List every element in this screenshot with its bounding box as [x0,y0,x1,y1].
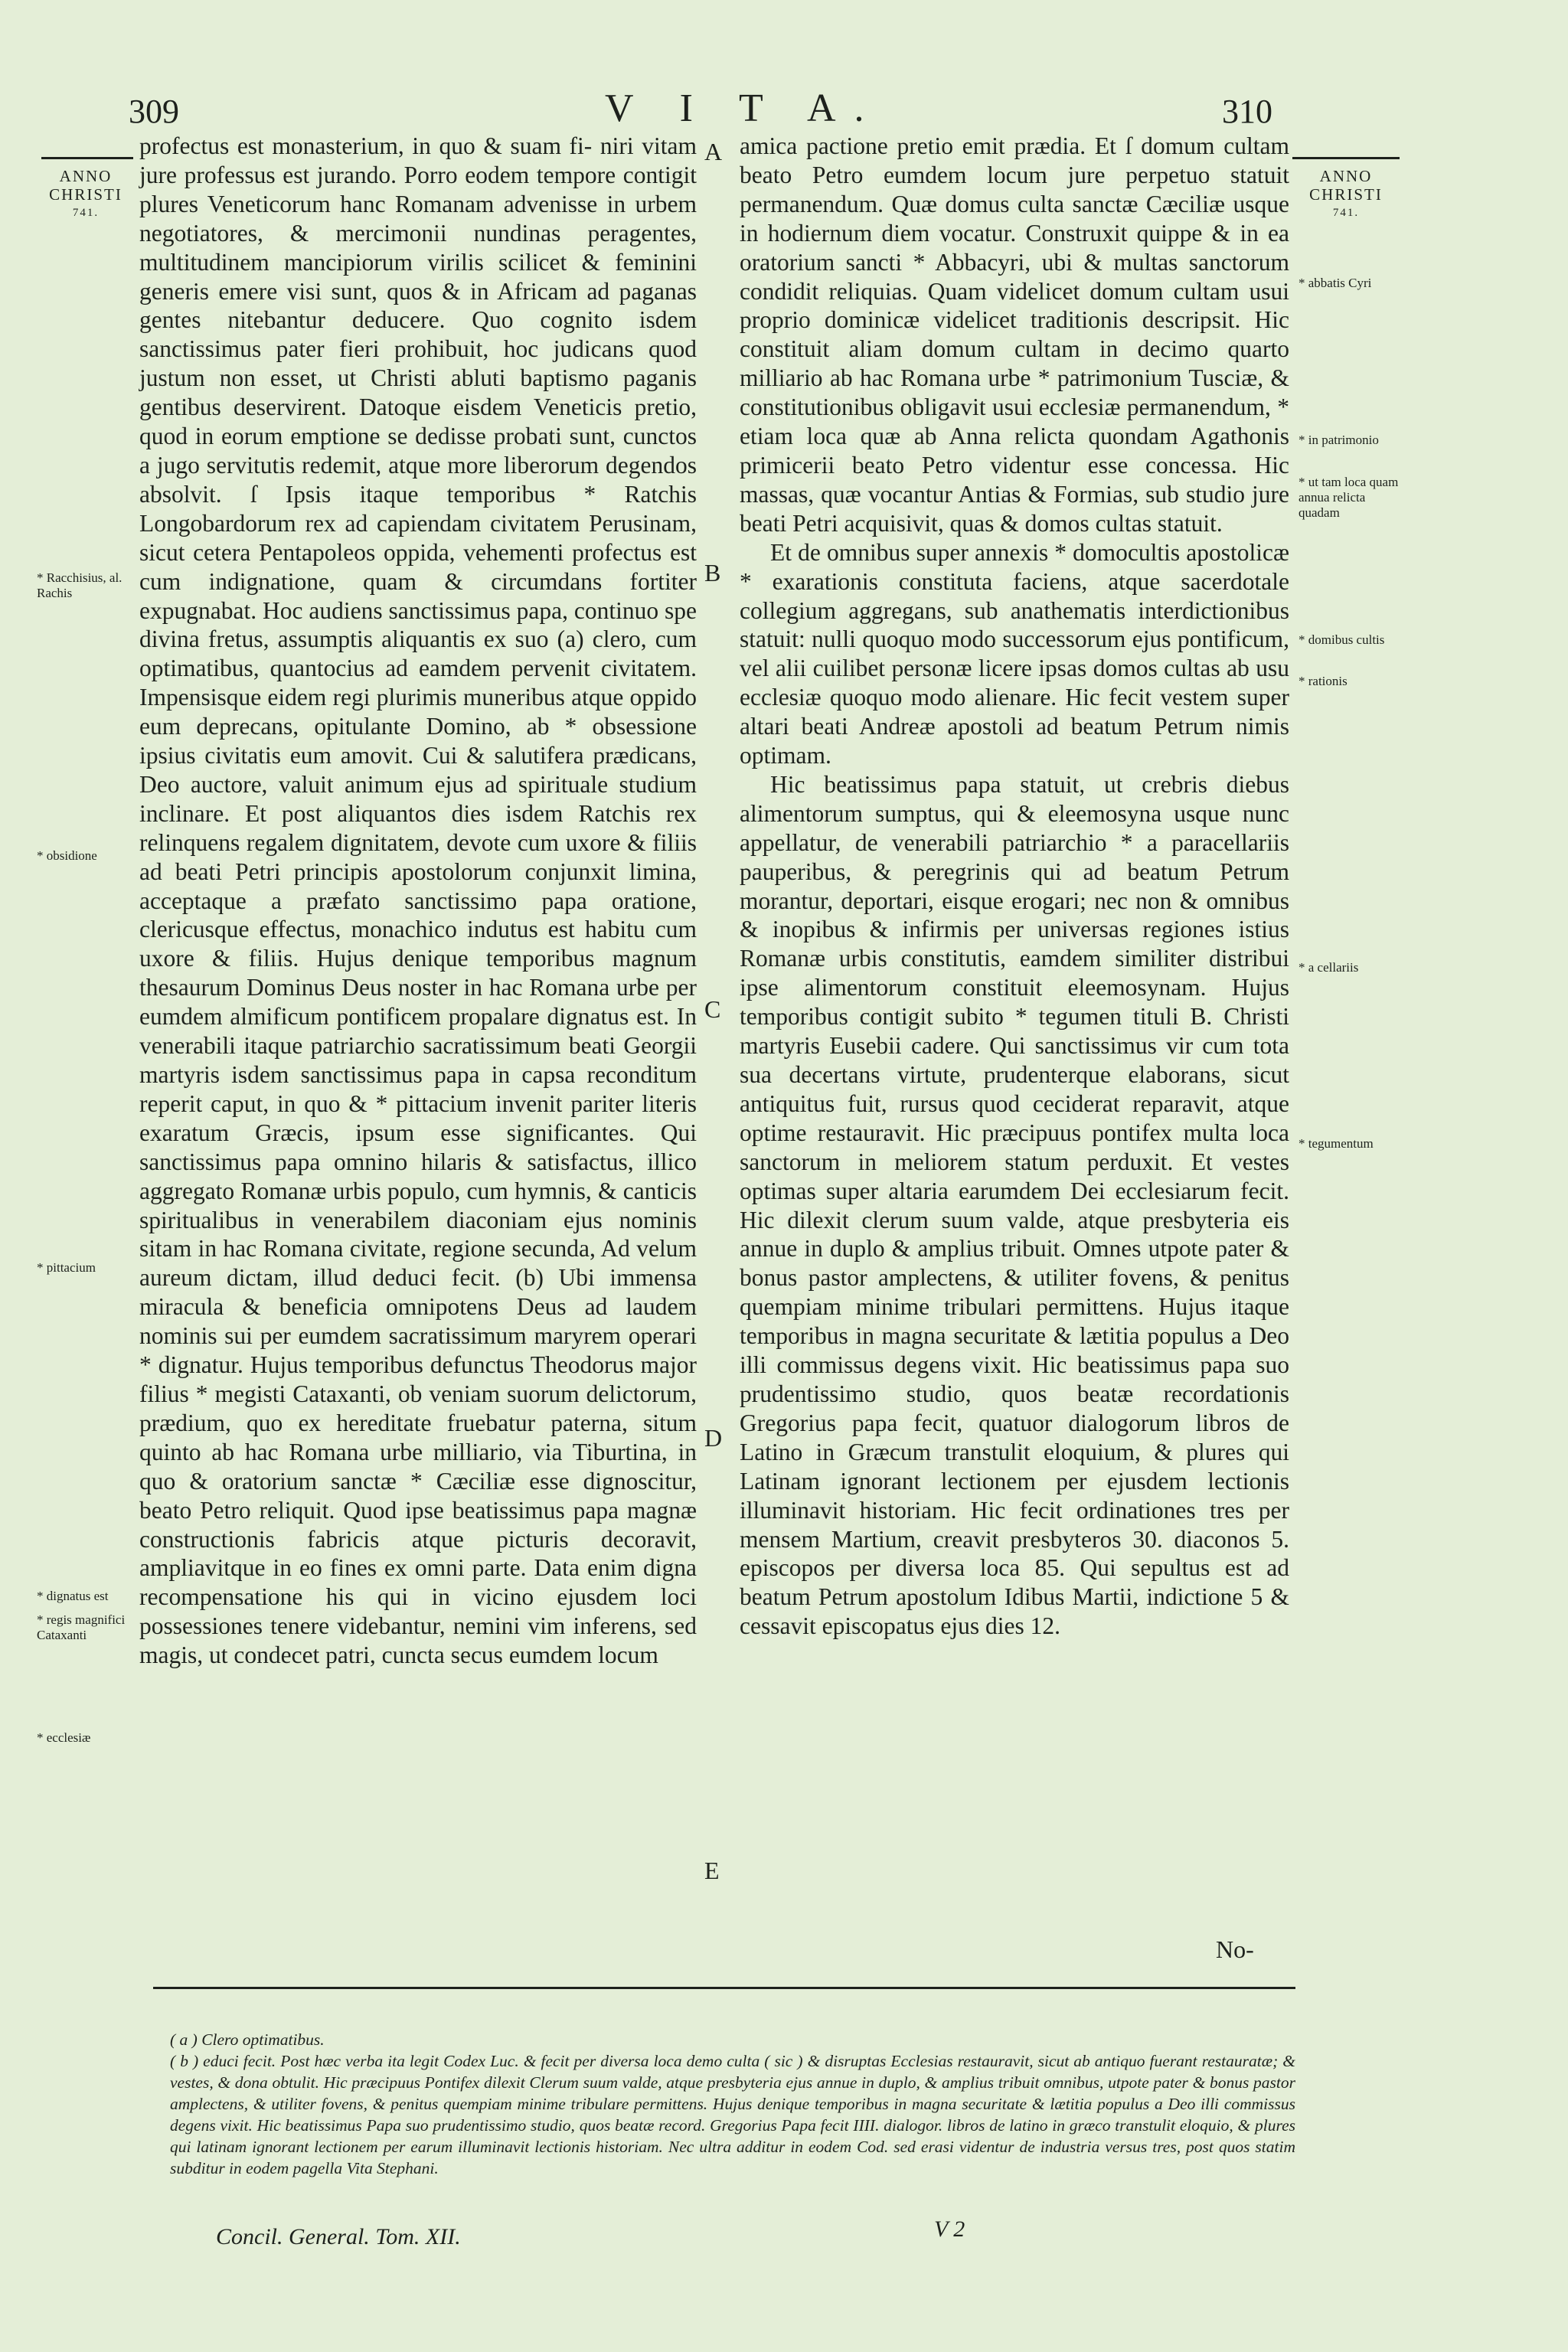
signature-mark: V 2 [934,2216,965,2242]
margin-note: * regis magnifici Cataxanti [37,1612,126,1642]
margin-note: * ut tam loca quam annua relicta quadam [1298,475,1399,520]
margin-rule-right [1292,157,1400,159]
section-letter: A [704,138,723,165]
right-text-column [740,132,1289,1641]
paragraph: amica pactione pretio emit prædia. Et ſ domum cultam beato Petro eumdem locum jure perpetuo statuit permanendum. Quæ domus culta sanctæ Cæciliæ usque in hodiernum diem vocatur. Construxit quippe & in ea oratorium sancti * Abbacyri, ubi & multas sanctorum condidit reliquias. Quam videlicet domum cultam usui proprio dominicæ videlicet traditionis descripsit. Hic constituit aliam domum cultam in decimo quarto milliario ab hac Romana urbe * patrimonium Tusciæ, & constitutionibus obligavit usui ecclesiæ permanendum, * etiam loca quæ ab Anna relicta quondam Agathonis primicerii beato Petro videntur esse concessa. Hic massas, quæ vocantur Antias & Formias, sub studio jure beati Petri acquisivit, quas & domos cultas statuit. [740,132,1289,537]
margin-note: * tegumentum [1298,1136,1374,1151]
paragraph: Et de omnibus super annexis * domocultis apostolicæ * exarationis constituta faciens, atque sacerdotale collegium aggregans, sub anathematis interdictionibus statuit: nulli quoquo modo successorum ejus pontificum, vel alii cuilibet personæ licere ipsas domos cultas ab usu ecclesiæ quoquo modo alienare. Hic fecit vestem super altari beati Andreæ apostoli ad beatum Petrum nimis optimam. [740,538,1289,769]
page-number-left: 309 [129,93,179,130]
catchword: No- [1216,1936,1254,1963]
footnote-rule [153,1987,1295,1989]
footnotes [170,2029,1295,2179]
page-number-right: 310 [1222,93,1272,130]
anno-christi-right: ANNO CHRISTI 741. [1309,167,1383,219]
section-letter: C [704,995,721,1023]
section-letter: B [704,559,721,586]
left-text-column [139,132,697,1670]
running-title: V I T A. [605,87,883,130]
footer-title: Concil. General. Tom. XII. [216,2224,461,2249]
section-letter: D [704,1424,723,1452]
margin-note: * Racchisius, al. Rachis [37,570,122,600]
anno-christi-left: ANNO CHRISTI 741. [49,167,122,219]
margin-note: * dignatus est [37,1589,109,1603]
margin-note: * ecclesiæ [37,1730,91,1745]
margin-note: * a cellariis [1298,960,1359,975]
margin-note: * rationis [1298,674,1348,688]
margin-note: * abbatis Cyri [1298,276,1372,290]
margin-note: * in patrimonio [1298,433,1379,447]
margin-note: * obsidione [37,848,97,863]
footnote: ( a ) Clero optimatibus. [170,2030,325,2049]
section-letter: E [704,1857,720,1884]
paragraph: Hic beatissimus papa statuit, ut crebris diebus alimentorum sumptus, qui & eleemosyna usque nunc appellatur, de venerabili patriarchio * a paracellariis pauperibus, & peregrinis qui ad beatum Petrum morantur, deportari, eisque erogari; nec non & omnibus & inopibus & infirmis per universas regiones istius Romanæ urbis constitutis, eamdem similiter distribui ipse alimentorum constituit eleemosynam. Hujus temporibus contigit subito * tegumen tituli B. Christi martyris Eusebii cadere. Qui sanctissimus vir cum tota sua decertans virtute, prudenterque elaborans, sicut antiquitus fuit, rursus quod ceciderat reparavit, atque optime restauravit. Hic præcipuus pontifex multa loca sanctorum in meliorem statum perduxit. Et vestes optimas super altaria earumdem Dei ecclesiarum fecit. Hic dilexit clerum suum valde, atque presbyteria eis annue in duplo & amplius tribuit. Omnes utpote pater & bonus pastor amplectens, & utiliter fovens, & penitus quempiam minime tribulari permittens. Hujus itaque temporibus in magna securitate & lætitia populus a Deo illi commissus degens vixit. Hic beatissimus papa suo prudentissimo studio, quos beatæ recordationis Gregorius papa fecit, quatuor dialogorum libros de Latino in Græcum transtulit eloquium, & plures qui Latinam ignorant lectionem per ejusdem lectionis illuminavit historiam. Hic fecit ordinationes tres per mensem Martium, creavit presbyteros 30. diaconos 5. episcopos per diversa loca 85. Qui sepultus est ad beatum Petrum apostolum Idibus Martii, indictione 5 & cessavit episcopatus ejus dies 12. [740,770,1289,1640]
margin-rule-left [41,157,133,159]
paragraph: profectus est monasterium, in quo & suam fi- niri vitam jure professus est jurando. Porro eodem tempore contigit plures Veneticorum hanc Romanam advenisse in urbem negotiatores, & mercimonii nundinas peragentes, multitudinem mancipiorum virilis scilicet & feminini generis emere visi sunt, quos & in Africam ad paganas gentes nitebantur deducere. Quo cognito isdem sanctissimus pater fieri prohibuit, hoc judicans quod justum non esset, ut Christi abluti baptismo paganis gentibus deservirent. Datoque eisdem Veneticis pretio, quod in eorum emptione se dedisse probati sunt, cunctos a jugo servitutis redemit, atque more liberorum degendos absolvit. ſ Ipsis itaque temporibus * Ratchis Longobardorum rex ad capiendam civitatem Perusinam, sicut cetera Pentapoleos oppida, vehementi profectus est cum indignatione, quam & circumdans fortiter expugnabat. Hoc audiens sanctissimus papa, continuo spe divina fretus, assumptis aliquantis ex suo (a) clero, cum optimatibus, quantocius ad eamdem pervenit civitatem. Impensisque eidem regi plurimis muneribus atque oppido eum deprecans, opitulante Domino, ab * obsessione ipsius civitatis eum amovit. Cui & salutifera prædicans, Deo auctore, valuit animum ejus ad spirituale studium inclinare. Et post aliquantos dies isdem Ratchis rex relinquens regalem dignitatem, devote cum uxore & filiis ad beati Petri principis apostolorum conjunxit limina, acceptaque a præfato sanctissimo papa oratione, clericusque effectus, monachico indutus est habitu cum uxore & filiis. Hujus denique temporibus magnum thesaurum Dominus Deus noster in hac Romana urbe per eumdem almificum pontificem propalare dignatus est. In venerabili itaque patriarchio sacratissimum beati Georgii martyris isdem sanctissimus papa in capsa reconditum reperit caput, in quo & * pittacium invenit pariter literis exaratum Græcis, ipsum esse significantes. Qui sanctissimus papa omnino hilaris & satisfactus, illico aggregato Romanæ urbis populo, cum hymnis, & canticis spiritualibus in venerabilem diaconiam ejus nominis sitam in hac Romana civitate, regione secunda, Ad velum aureum dictam, illud deduci fecit. (b) Ubi immensa miracula & beneficia omnipotens Deus ad laudem nominis sui per eumdem sacratissimum maryrem operari * dignatur. Hujus temporibus defunctus Theodorus major filius * megisti Cataxanti, ob veniam suorum delictorum, prædium, quo ex hereditate fruebatur paterna, situm quinto ab hac Romana urbe milliario, via Tiburtina, in quo & oratorium sanctæ * Cæciliæ esse dignoscitur, beato Petro reliquit. Quod ipse beatissimus papa magnæ constructionis fabricis atque picturis decoravit, ampliavitque in eo fines ex omni parte. Data enim digna recompensatione his qui in vicino ejusdem loci possessiones tenere videbantur, nemini vim inferens, sed magis, ut condecet patri, cuncta secus eumdem locum [139,132,697,1669]
margin-note: * domibus cultis [1298,632,1385,647]
footnote: ( b ) educi fecit. Post hæc verba ita legit Codex Luc. & fecit per diversa loca demo culta ( sic ) & disruptas Ecclesias restauravit, sicut ab antiquo fuerant restauratæ; & vestes, & dona obtulit. Hic præcipuus Pontifex dilexit Clerum suum valde, atque presbyteria ejus annue in duplo, & amplius tribuit omnibus, utpote pater & bonus pastor amplectens, & utiliter fovens, & penitus quempiam minime tribulare permittens. Hujus denique temporibus in magna securitate & lætitia populus a Deo illi commissus degens vixit. Hic beatissimus Papa suo prudentissimo studio, quos beatæ record. Gregorius Papa fecit IIII. dialogor. libros de latino in græco transtulit eloquio, & plures qui latinam ignorant lectionem per earum illuminavit lectionis historiam. Nec ultra additur in eodem Cod. sed erasi videntur de industria versus tres, post quos statim subditur in eodem pagella Vita Stephani. [170,2052,1295,2177]
margin-note: * pittacium [37,1260,96,1275]
